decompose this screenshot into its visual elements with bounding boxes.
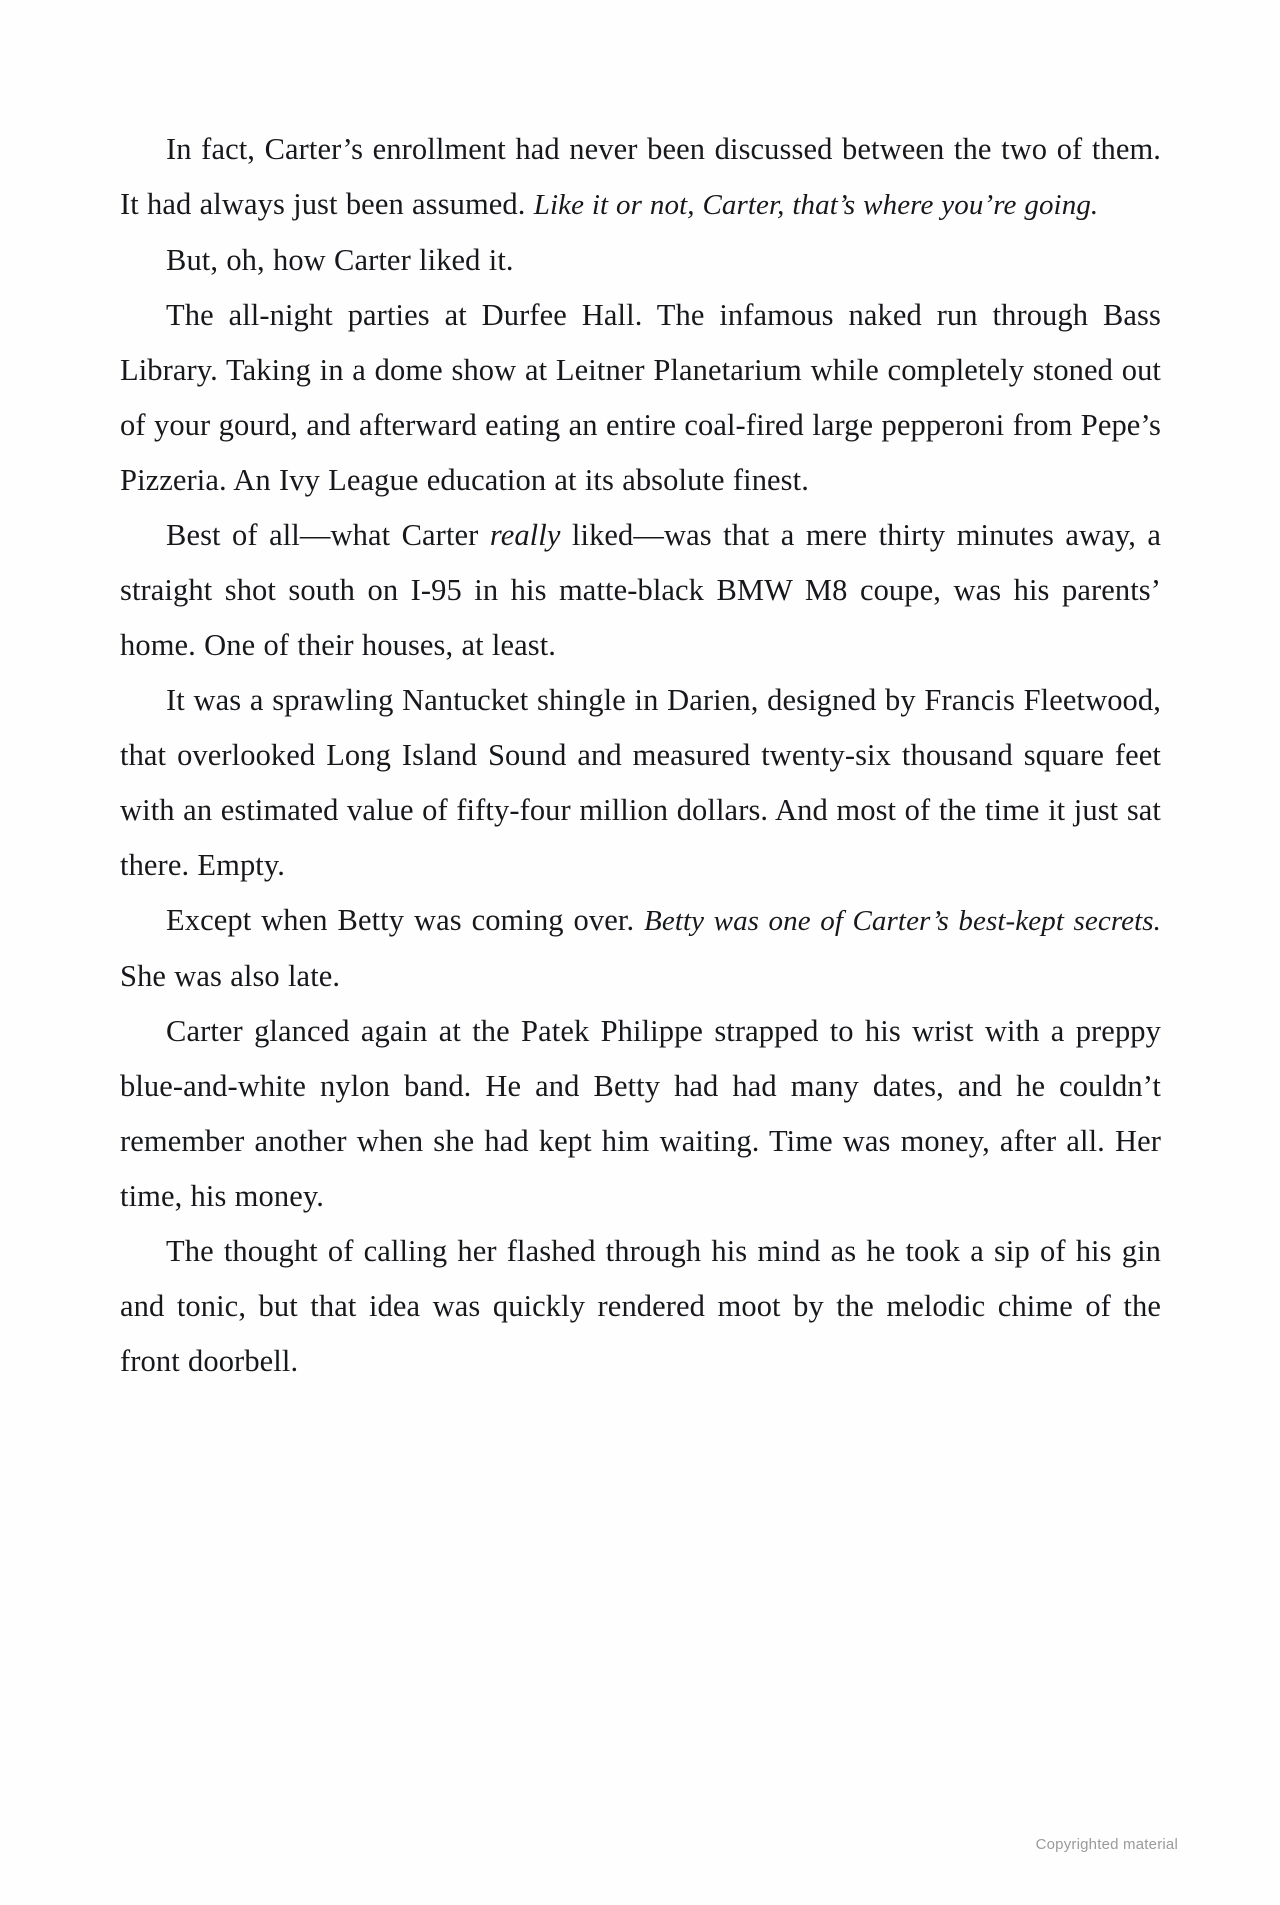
text-run: She was also late. — [120, 959, 341, 993]
text-run-italic: Like it or not, Carter, that’s where you’re going. — [533, 189, 1099, 221]
text-run: It was a sprawling Nantucket shingle in Darien, designed by Francis Fleetwood, that overlooked Long Island Sound and measured twenty-six thousand square feet with an estimated value of fifty-four million dollars. And most of the time it just sat there. Empty. — [120, 683, 1161, 882]
text-run: Carter glanced again at the Patek Philippe strapped to his wrist with a preppy blue-and-white nylon band. He and Betty had had many dates, and he couldn’t remember another when she had kept him waiting. Time was money, after all. Her time, his money. — [120, 1014, 1161, 1213]
paragraph-4 — [120, 508, 1161, 673]
paragraph-5 — [120, 673, 1161, 893]
text-run: The all-night parties at Durfee Hall. The infamous naked run through Bass Library. Taking in a dome show at Leitner Planetarium while completely stoned out of your gourd, and afterward eating an entire coal-fired large pepperoni from Pepe’s Pizzeria. An Ivy League education at its absolute finest. — [120, 298, 1161, 497]
paragraph-3 — [120, 288, 1161, 508]
text-run: But, oh, how Carter liked it. — [166, 243, 514, 277]
text-run: liked—was that a mere thirty minutes away, a straight shot south on I-95 in his matte-black BMW M8 coupe, was his parents’ home. One of their houses, at least. — [120, 518, 1161, 662]
copyright-notice: Copyrighted material — [1035, 1836, 1178, 1853]
paragraph-8 — [120, 1224, 1161, 1389]
text-run: In fact, Carter’s enrollment had never been discussed between the two of them. It had always just been assumed. — [120, 132, 1161, 221]
paragraph-1 — [120, 122, 1161, 233]
text-run: The thought of calling her flashed through his mind as he took a sip of his gin and tonic, but that idea was quickly rendered moot by the melodic chime of the front doorbell. — [120, 1234, 1161, 1378]
body-text-column — [120, 122, 1161, 1389]
paragraph-7 — [120, 1004, 1161, 1224]
text-run-italic: really — [489, 518, 561, 552]
text-run: Best of all—what Carter — [166, 518, 490, 552]
paragraph-6 — [120, 893, 1161, 1004]
paragraph-2 — [120, 233, 1161, 288]
text-run: Except when Betty was coming over. — [166, 903, 645, 937]
text-run-italic: Betty was one of Carter’s best-kept secrets. — [644, 905, 1161, 937]
